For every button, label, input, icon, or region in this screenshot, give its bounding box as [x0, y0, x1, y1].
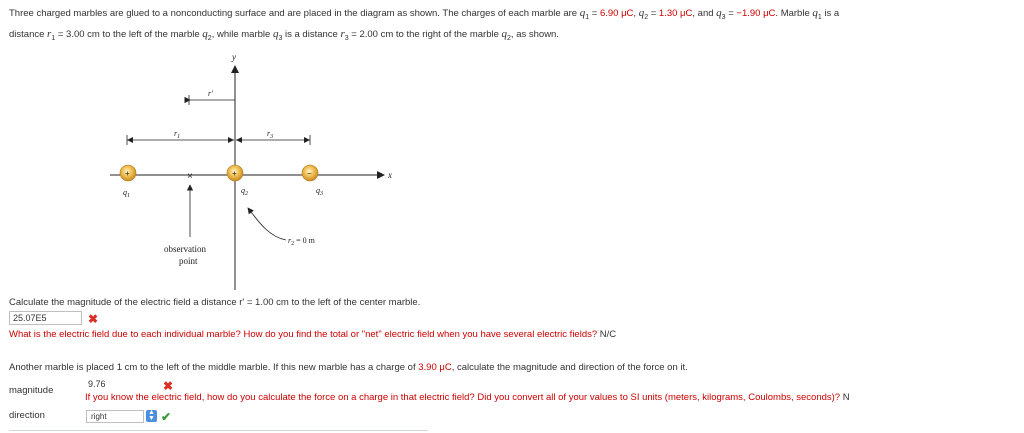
q1-value: 6.90 μC	[599, 8, 634, 19]
marble-q2-sign: +	[232, 169, 237, 178]
r2-label: $r_2 = 0$ m	[288, 236, 315, 247]
magnitude-answer-field[interactable]: 9.76	[84, 377, 157, 391]
new-marble-charge: 3.90 μC	[418, 362, 452, 373]
correct-check-icon: ✔	[161, 410, 172, 424]
r2-pointer	[248, 208, 286, 240]
marble-diagram	[110, 52, 400, 294]
part1-unit: N/C	[597, 329, 617, 340]
q2-value: 1.30 μC	[658, 8, 693, 19]
y-axis-label: y	[232, 52, 236, 62]
direction-select[interactable]: right ▲ ▼	[86, 410, 144, 423]
part2-question: Another marble is placed 1 cm to the left of the middle marble. If this new marble has a charge of 3.90 μC, calculate the magnitude and direction of the force on it.	[9, 362, 688, 373]
marble-q3-sign: −	[307, 169, 312, 178]
q3-value: −1.90 μC	[736, 8, 776, 19]
r1-label: $r_1$	[174, 129, 181, 140]
part2-feedback: If you know the electric field, how do you calculate the force on a charge in that electric field? Did you convert all of your values to SI units (meters, kilograms, Coulombs, seconds)? N	[85, 392, 850, 403]
r-prime-label: r'	[208, 89, 213, 98]
problem-line-2: distance $r_1 = 3.00$ cm to the left of the marble $q_2$, while marble $q_3$ is a distance $r_3 = 2.00$ cm to the right of the marble $q_2$, as shown.	[9, 27, 559, 42]
x-axis-label: x	[388, 170, 392, 180]
r3-label: $r_3$	[267, 129, 274, 140]
observation-point-marker: ×	[187, 171, 193, 182]
incorrect-x-icon: ✖	[163, 379, 174, 393]
direction-label: direction	[9, 410, 45, 421]
incorrect-x-icon: ✖	[88, 312, 99, 326]
part1-feedback: What is the electric field due to each individual marble? How do you find the total or "net" electric field when you have several electric fields? N/C	[9, 329, 617, 340]
divider	[9, 430, 428, 431]
q3-label: $q_3$	[316, 186, 323, 197]
part2-unit: N	[840, 392, 850, 403]
part1-question: Calculate the magnitude of the electric field a distance r' = 1.00 cm to the left of the center marble.	[9, 297, 421, 308]
problem-statement	[9, 5, 1017, 47]
problem-line-1: Three charged marbles are glued to a nonconducting surface and are placed in the diagram as shown. The charges of each marble are $q_1 = 6.90$ μC, $q_2 = 1.30$ μC, and $q_3 = -1.90$ μC. Marble $q_1$ is a	[9, 7, 840, 21]
select-arrows-icon: ▲ ▼	[146, 410, 157, 422]
q2-label: $q_2$	[241, 186, 248, 197]
magnitude-label: magnitude	[9, 385, 54, 396]
part1-answer-field[interactable]: 25.07E5	[9, 311, 82, 325]
marble-q1-sign: +	[125, 169, 130, 178]
observation-label: observation point	[164, 244, 206, 266]
q1-label: $q_1$	[123, 188, 130, 199]
